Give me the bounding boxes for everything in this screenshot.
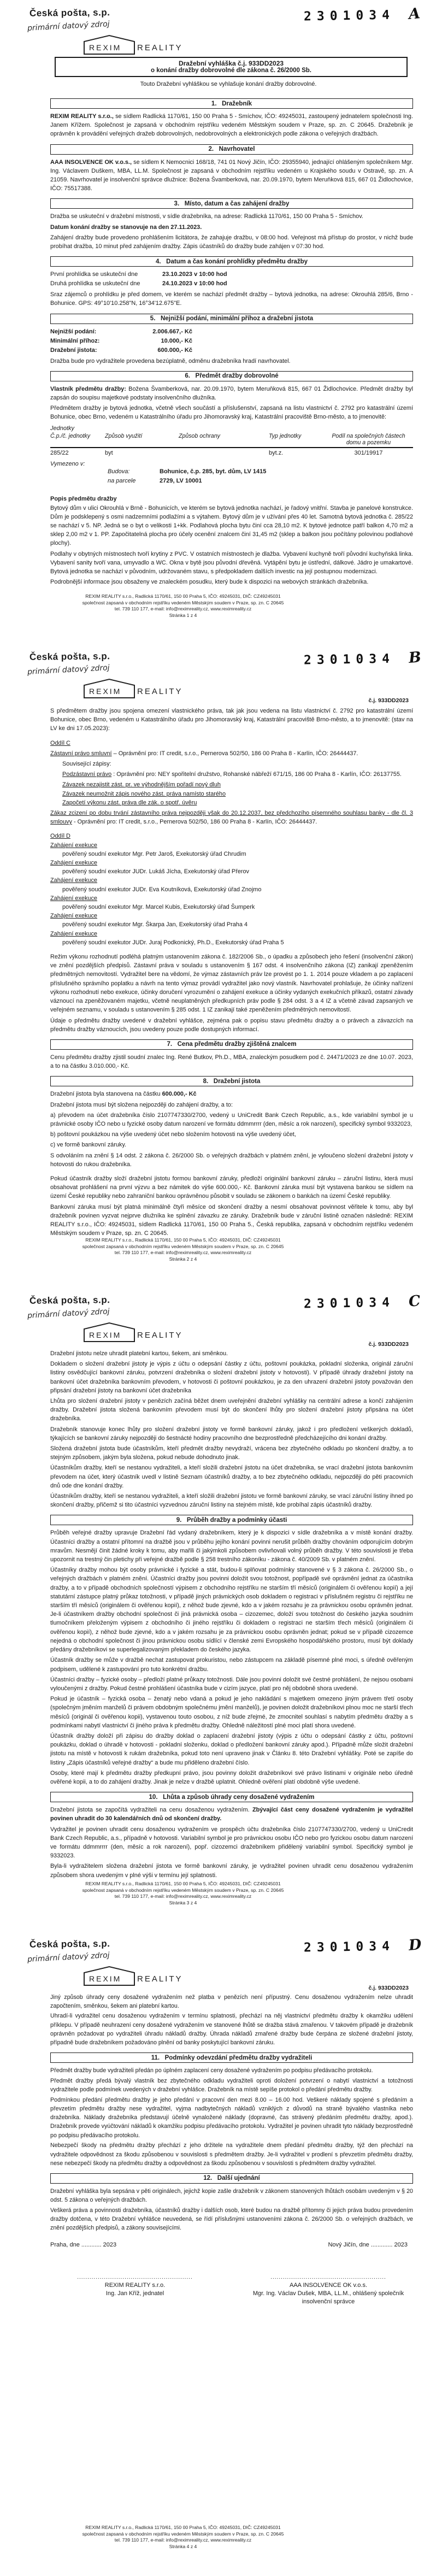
payment-deadline: Zbývající část ceny dosažené vydražením je vydražitel povinen uhradit do 30 kalendářních dnů od skončení dražby. [50,1807,413,1822]
label: Budova: [108,468,130,475]
svg-text:REXIM: REXIM [89,687,122,696]
signature-line: ........................................................ [270,2274,386,2280]
paragraph: Předmět dražby bude vydražiteli předán po úplném zaplacení ceny dosažené vydražením po podpisu předávacího protokolu. [50,2067,373,2074]
paragraph [50,809,413,826]
paragraph: Pokud je účastník – fyzická osoba – ženatý nebo vdaná a pokud je jeho nakládání s majetkem omezeno jiným právem třetí osoby (společným jměním manželů či právem obdobným společnému jmění manželů), je povinen doložit dražebníkovi plnou moc ne starší třech měsíců (originál či ověřenou kopii), vystavenou touto osobou, z níž bude zřejmé, že zmocnitel souhlasí s nabytím předmětu dražby a s podmínkami nabytí vlastnictví či jiného práva k předmětu dražby. Ohledně náležitostí plné moci platí shora uvedené. [50,1696,413,1729]
lv-section-d-heading: Oddíl D [50,833,70,840]
footer-line: REXIM REALITY s.r.o., Radlická 1170/61, 150 00 Praha 5, IČO: 49245031, DIČ: CZ49245031 [85,2525,281,2530]
label: Dražební jistota: [50,346,97,354]
paragraph: a) převodem na účet dražebníka číslo 2107747330/2700, vedený u UniCredit Bank Czech Republic, a.s., kde variabilní symbol je u právnické osoby IČO nebo u fyzické osoby datum narození ve formátu ddmmrrrr (den, měsíc a rok narození), specifický symbol 9332023, [50,1111,413,1127]
paragraph [62,770,413,779]
paragraph: Účastník dražby se může v dražbě nechat zastupovat prokuristou, nebo zástupcem na základě písemné plné moci, s úředně ověřeným podpisem, udělené k zastupování pro tuto konkrétní dražbu. [50,1657,413,1673]
stamp-number: 2301034 [303,1295,396,1311]
parcel-row [50,477,413,486]
company-name: Česká pošta, s.p. [29,7,110,19]
page-number: Stránka 2 z 4 [169,1256,197,1262]
svg-text:REXIM: REXIM [89,1974,122,1983]
company-name: Česká pošta, s.p. [29,1295,110,1306]
building-row [50,467,413,477]
obligation-line: Závazek neumožnit zápis nového zást. práva namísto starého [62,790,226,797]
document-title: Dražební vyhláška č.j. 933DD2023 [178,60,284,67]
paragraph-text: Božena Švamberková, nar. 20.09.1970, bytem Meruňková 815, 667 01 Židlochovice. Předmět dražby byl zapsán do soupisu majetkové podstaty insolvenčního dlužníka. [50,385,413,402]
footer-line: společnost zapsaná v obchodním rejstříku vedeném Městským soudem v Praze, sp. zn. C 20645 [82,1243,284,1249]
paragraph [50,158,413,193]
document-page-1 [0,0,448,644]
paragraph: Režim výkonu rozhodnutí podléhá platným ustanovením zákona č. 182/2006 Sb., o úpadku a způsobech jeho řešení (insolvenční zákon) ve znění pozdějších předpisů. Zástavní práva v souladu s ustanovením § 167 odst. 4 insolvenčního zákona (IZ) zanikají zpeněžením předmětných nemovitostí. Vydražitel bere na vědomí, že výmaz zástavních práv lze provést po 1. 1. 2014 pouze vkladem a po zaplacení příslušného správního poplatku a návrh na tento výmaz provádí vydražitel jako nový vlastník. Navrhovatel prohlašuje, že účinky nařízení výkonu rozhodnutí nebo exekuce, účinky doručení vyrozumění o zahájení exekuce a účinky vydaných exekučních příkazů, ostatní závady váznoucí na zpeněžovaném majetku, včetně neuplatněných předkupních práv podle § 284 odst. 3 a 4 IZ a včetně závad zapsaných ve veřejném seznamu, v souladu s ustanovením § 285 odst. 1 IZ zanikají také zpeněžením předmětných nemovitostí. [50,954,413,1014]
cell: byt [105,449,113,456]
date-place-left: Praha, dne ............ 2023 [50,2242,117,2248]
page-body [50,93,413,591]
paragraph: Účastníky dražby mohou být osoby právnické i fyzické a stát, budou-li splňovat podmínky stanovené v § 3 zákona č. 26/2000 Sb., o veřejných dražbách v platném znění. Účastníci dražby jsou povinni doložit svou totožnost, popřípadě své oprávnění jednat za účastníka dražby, a to v případě obchodních společností výpisem z obchodního rejstříku ne starším tří měsíců (originálem či ověřenou kopií) a její statutární zástupce platný průkaz totožnosti, v případě jiných právnických osob dokladem o registraci v příslušném registru či rejstříku ne starším tří měsíců (originálem či ověřenou kopií), z něhož bude zjevné, kdo a v jakém rozsahu je za právnickou osobu oprávněn jednat. Je-li účastníkem dražby obchodní společnost či jiná právnická osoba – cizozemec, doloží svou totožnost do českého jazyka soudním tlumočníkem přeloženým výpisem z obchodního či jiného rejstříku či dokladem o registraci ne starším třech měsíců (originálem či ověřenou kopií), z něhož bude zjevné, kdo a v jakém rozsahu je za právnickou osobu oprávněn jednat; pokud se v případě cizozemce nejedná o obchodní společnost či jinou právnickou osobu sídlící v členské zemi Evropského hospodářského prostoru, musí být doklady předány dražebníkovi se superlegalizovaným překladem do českého jazyka. [50,1567,413,1654]
price-row [50,327,413,337]
signature-dates [50,2242,413,2248]
executor-line: pověřený soudní exekutor Mgr. Marcel Kubis, Exekutorský úřad Šumperk [62,904,255,911]
signature-right [244,2273,413,2306]
paragraph-text: – Oprávnění pro: IT credit, s.r.o., Pernerova 502/50, 186 00 Praha 8 - Karlín, IČO: 26444437. [111,750,358,757]
column-header: Způsob využití [105,432,143,439]
signature-block [50,2273,413,2306]
execution-label: Zahájení exekuce [50,895,97,902]
units-table-header [50,433,413,448]
paragraph: Dražební jistotu nelze uhradit platební kartou, šekem, ani směnkou. [50,1350,228,1357]
paragraph [50,385,413,402]
company-name: Česká pošta, s.p. [29,1938,110,1950]
paragraph: S odvoláním na znění § 14 odst. 2 zákona č. 26/2000 Sb. o veřejných dražbách v platném znění, je vyloučeno složení dražební jistoty v hotovosti do rukou dražebníka. [50,1152,413,1168]
date-place-right: Nový Jičín, dne ............. 2023 [328,2242,408,2248]
footer-line: společnost zapsaná v obchodním rejstříku vedeném Městským soudem v Praze, sp. zn. C 20645 [82,1887,284,1893]
handwritten-annotation: primární datový zdroj [27,663,110,677]
paragraph: Bytový dům v ulici Okrouhlá v Brně - Bohunicích, ve kterém se bytová jednotka nachází, je řadový vnitřní. Stavba je panelové konstrukce. Dům je podsklepený s osmi nadzemními podlažími a s výtahem. Bytový dům je v užívání přes 40 let. Samotná bytová jednotka č. 285/22 se nachází v 5. NP. Jedná se o byt o velikosti 1+kk. Podlahová plocha bytu činí cca 28,10 m2. K bytové jednotce patří balkon 4,70 m2 a sklep 2,00 m2 v 1. PP. Započitatelná plocha pro účely ocenění znalcem činí 31,45 m2 (sklep a balkon jsou počítány polovinou podlahové plochy). [50,504,413,547]
paragraph: Podmínkou předání předmětu dražby je jeho předání v pracovní den mezi 8.00 – 16.00 hod. Veškeré náklady spojené s předáním a převzetím předmětu dražby nese vydražitel, vyjma nadbytečných nákladů vzniklých z důvodů na straně bývalého vlastníka nebo dražebníka. Náklady dražebníka představují účelně vynaložené náklady (dopravné, čas strávený předáním předmětu dražby, apod.). Dražebník provede vyúčtování nákladů k okamžiku podpisu předávacího protokolu. Vydražitel je povinen uhradit tyto náklady bezprostředně po podpisu předávacího protokolu. [50,2096,413,2139]
executor-line: pověřený soudní exekutor Mgr. Škarpa Jan, Exekutorský úřad Praha 4 [62,921,248,928]
execution-label: Zahájení exekuce [50,860,97,867]
footer-line: tel. 739 110 177, e-mail: info@reximreality.cz, www.reximreality.cz [114,2537,252,2543]
paragraph: Dražební jistota musí být složena nejpozději do zahájení dražby, a to: [50,1101,233,1108]
footer-line: společnost zapsaná v obchodním rejstříku vedeném Městským soudem v Praze, sp. zn. C 20645 [82,599,284,605]
logo-reality-text: REALITY [137,43,183,52]
svg-text:REXIM: REXIM [89,43,122,52]
paragraph: Dražebník stanovuje konec lhůty pro složení dražební jistoty ve formě bankovní záruky, jakož i pro předložení veškerých dokladů, týkajících se bankovní záruky nejpozději do šestnácté hodiny pracovního dne bezprostředně předcházejícího dni konání dražby. [50,1426,413,1442]
label: Nejnižší podání: [50,328,97,335]
label: Vlastník předmětu dražby: [50,385,126,392]
handwritten-annotation: primární datový zdroj [27,20,110,33]
paragraph-text: Dražební jistota se započítá vydražiteli na cenu dosaženou vydražením. [50,1807,252,1814]
paragraph: Podlahy v obytných místnostech tvoří krytiny z PVC. V ostatních místnostech je dlažba. Vybavení kuchyně tvoří původní kuchyňská linka. Vybavení sanity tvoří vana, umyvadlo a WC. Okna v bytě jsou původní dřevěná. Vytápění bytu je ústřední, dálkové. Jádro je umakartové. Bytová jednotka se nachází v původním, udržovaném stavu, s předpokladem dalších investic na její postupnou modernizaci. [50,550,413,575]
reximreality-logo [82,34,183,56]
value: 2.006.667,- Kč [152,328,192,335]
party-name: AAA INSOLVENCE OK v.o.s., [50,158,132,166]
column-header: Typ jednotky [269,432,302,439]
signature-line: ........................................................ [77,2274,193,2280]
house-outline-icon [82,34,137,56]
vymezeno-label: Vymezeno v: [50,460,85,467]
viewing-row-1 [50,270,413,279]
executor-line: pověřený soudní exekutor JUDr. Lukáš Jícha, Exekutorský úřad Přerov [62,868,250,875]
label: První prohlídka se uskuteční dne [50,271,138,278]
page-footer [30,2525,336,2550]
section-heading-6: 6. Předmět dražby dobrovolné [50,371,413,381]
paragraph: Složená dražební jistota bude účastníkům, kteří předmět dražby nevydraží, vrácena bez zbytečného odkladu po skončení dražby, a to stejným způsobem, jakým byla složena, pokud nebude dohodnuto jinak. [50,1445,413,1461]
signature-left [50,2273,220,2306]
company-name: Česká pošta, s.p. [29,651,110,662]
paragraph: Cenu předmětu dražby zjistil soudní znalec Ing. René Butkov, Ph.D., MBA, znaleckým posudkem pod č. 24471/2023 ze dne 10.07. 2023, a to na částku 3.010.000,- Kč. [50,1054,413,1070]
signatory-name-role: Mgr. Ing. Václav Dušek, MBA, LL.M., ohlášený společník [252,2290,404,2297]
case-number: č.j. 933DD2023 [368,1341,409,1348]
page-body [50,1991,413,2244]
prohibition-title: Zákaz zcizení po dobu trvání zástavního práva nejpozději však do 20.12.2037, bez předchozího písemného souhlasu banky - dle čl. 3 smlouvy [50,810,413,826]
handwritten-annotation: primární datový zdroj [27,1951,110,1964]
cell [179,450,269,456]
cell: 285/22 [50,449,69,456]
section-heading-5: 5. Nejnižší podání, minimální příhoz a dražební jistota [50,314,413,324]
stamp-number: 2301034 [303,8,396,24]
paragraph [50,749,413,758]
column-header: Způsob ochrany [179,432,220,439]
stamp-letter: D [408,1936,422,1954]
price-row [50,346,413,355]
stamp-number: 2301034 [303,1939,396,1955]
paragraph: Jiný způsob úhrady ceny dosažené vydražením než platba v penězích není přípustný. Cenu dosaženou vydražením nelze uhradit započtením, směnkou, šekem ani platební kartou. [50,1993,413,2009]
table-row [50,448,413,456]
footer-line: tel. 739 110 177, e-mail: info@reximreality.cz, www.reximreality.cz [114,1250,252,1255]
paragraph: Předmětem dražby je bytová jednotka, včetně všech součástí a příslušenství, zapsaná na listu vlastnictví č. 2792 pro katastrální území Bohunice, obec Brno, vedeném u Katastrálního úřadu pro Jihomoravský kraj, Katastrální pracoviště Brno-město, a to jmenovitě: [50,405,413,421]
page-footer [30,1881,336,1906]
footer-line: REXIM REALITY s.r.o., Radlická 1170/61, 150 00 Praha 5, IČO: 49245031, DIČ: CZ49245031 [85,1237,281,1243]
svg-text:REXIM: REXIM [89,1331,122,1339]
footer-line: tel. 739 110 177, e-mail: info@reximreality.cz, www.reximreality.cz [114,1893,252,1899]
description-heading: Popis předmětu dražby [50,495,117,502]
paragraph-text: se sídlem K Nemocnici 168/18, 741 01 Nový Jičín, IČO: 29355940, jednající ohlášeným společníkem Mgr. Ing. Václavem Duškem, MBA, LL.M. Společnost je zapsaná v obchodním rejstříku vedeném u Krajského soudu v Ostravě, sp. zn. A 21059. Navrhovatel je insolvenční správce dlužnice: Božena Švamberková, nar. 20.09.1970, bytem Meruňková 815, 667 01 Židlochovice, IČO: 75517388. [50,158,413,192]
reximreality-logo [82,678,183,699]
paragraph: Zahájení dražby bude provedeno prohlášením licitátora, že zahajuje dražbu, v 08:00 hod. Veřejnost má přístup do prostor, v nichž bude probíhat dražba, 10 minut před zahájením dražby. Zápis účastníků do dražby bude zahájen v 07:30 hod. [50,234,413,250]
signatory-name-role: Ing. Jan Kříž, jednatel [105,2290,164,2297]
deposit-amount: 600.000,- Kč [162,1091,197,1098]
footer-line: společnost zapsaná v obchodním rejstříku vedeném Městským soudem v Praze, sp. zn. C 20645 [82,2531,284,2537]
case-number: č.j. 933DD2023 [368,697,409,704]
paragraph: Účastníci dražby – fyzické osoby – předloží platné průkazy totožnosti. Dále jsou povinni doložit své čestné prohlášení, že nejsou osobami vyloučenými z dražby. Pokud čestné prohlášení účastníka bude v cizím jazyce, platí pro něj obdobně shora uvedené. [50,1676,413,1692]
document-title-box [55,57,408,77]
lien-title: Zástavní právo smluvní [50,750,112,757]
page-number: Stránka 3 z 4 [169,1899,197,1905]
paragraph: Podrobnější informace jsou obsaženy ve znaleckém posudku, který bude k dispozici na webových stránkách dražebníka. [50,579,369,586]
section-heading-9: 9. Průběh dražby a podmínky účasti [50,1515,413,1525]
document-page-4 [0,1931,448,2576]
execution-label: Zahájení exekuce [50,842,97,849]
paragraph: Sraz zájemců o prohlídku je před domem, ve kterém se nachází předmět dražby – bytová jednotka, na adrese: Okrouhlá 285/6, Brno - Bohunice. GPS: 49°10'10.258"N, 16°34'12.675"E. [50,291,413,307]
intro-line: Touto Dražební vyhláškou se vyhlašuje konání dražby dobrovolné. [140,81,317,87]
section-heading-4: 4. Datum a čas konání prohlídky předmětu dražby [50,256,413,267]
units-table-title: Jednotky [50,425,75,432]
obligation-line: Započetí výkonu zást. práva dle zák. o spotř. úvěru [62,799,197,806]
column-header: Podíl na společných částech domu a pozemku [332,432,405,446]
sublien-title: Podzástavní právo [62,771,112,778]
footer-line: tel. 739 110 177, e-mail: info@reximreality.cz, www.reximreality.cz [114,606,252,611]
paragraph: Dokladem o složení dražební jistoty je výpis z účtu o odepsání částky z účtu, poštovní poukázka, pokladní složenka, originál záruční listiny osvědčující bankovní záruku, potvrzení dražebníka o složení dražební jistoty v hotovosti). V případě úhrady dražební jistoty na bankovní účet dražebníka bankovním převodem, v hotovosti či poštovní poukázkou, je za den uhrazení dražební jistoty považován den připsání dražební jistoty na bankovní účet dražebníka [50,1361,413,1394]
paragraph: Vydražitel je povinen uhradit cenu dosaženou vydražením ve prospěch účtu dražebníka číslo 2107747330/2700, vedený u UniCredit Bank Czech Republic, a.s., případně v hotovosti. Variabilní symbol je pro právnickou osobu IČO nebo pro fyzickou osobu datum narození ve formátu ddmmrrrr (den, měsíc a rok narození), popř. cizozemci dražebníkem přidělený variabilní symbol. Specifický symbol je 9332023. [50,1826,413,1860]
document-subtitle: o konání dražby dobrovolné dle zákona č. 26/2000 Sb. [151,67,311,74]
section-heading-7: 7. Cena předmětu dražby zjištěná znalcem [50,1039,413,1050]
footer-line: REXIM REALITY s.r.o., Radlická 1170/61, 150 00 Praha 5, IČO: 49245031, DIČ: CZ49245031 [85,1881,281,1886]
page-body [50,1348,413,1881]
paragraph: b) poštovní poukázkou na výše uvedený účet nebo složením hotovosti na výše uvedený účet, [50,1131,296,1138]
logo-reality-text: REALITY [137,687,183,696]
section-heading-3: 3. Místo, datum a čas zahájení dražby [50,198,413,209]
paragraph: Lhůta pro složení dražební jistoty v penězích začíná běžet dnem uveřejnění dražební vyhlášky na centrální adrese a končí zahájením dražby. Dražební jistota složená bankovním převodem musí být do skončení lhůty pro složení dražební jistoty připsána na účet dražebníka. [50,1398,413,1422]
value: Bohunice, č.p. 285, byt. dům, LV 1415 [160,468,267,475]
executor-line: pověřený soudní exekutor JUDr. Eva Koutníková, Exekutorský úřad Znojmo [62,886,262,893]
related-entries-label: Související zápisy: [62,761,111,768]
section-heading-1: 1. Dražebník [50,98,413,109]
reximreality-logo [82,1321,183,1343]
footer-line: REXIM REALITY s.r.o., Radlická 1170/61, 150 00 Praha 5, IČO: 49245031, DIČ: CZ49245031 [85,593,281,599]
paragraph: Osoby, které mají k předmětu dražby předkupní právo, jsou povinny doložit dražebníkovi své právo listinami v originále nebo úředně ověřené kopii, a to do zahájení dražby. Jinak je nelze v dražbě uplatnit. Ohledně ověření platí obdobně výše uvedené. [50,1769,413,1785]
value: 600.000,- Kč [157,346,192,354]
house-outline-icon [82,1965,137,1987]
stamp-letter: C [408,1292,421,1310]
paragraph: Účastníkům dražby, kteří se nestanou vydražiteli, a kteří složili dražební jistotu ve formě bankovní záruky, se vrací záruční listiny ihned po skončení dražby, přičemž si tito účastníci vyzvednou záruční listiny na stejném místě, kde probíhal zápis účastníků dražby. [50,1493,413,1509]
viewing-row-2 [50,279,413,289]
executor-line: pověřený soudní exekutor Mgr. Petr Jaroš, Exekutorský úřad Chrudim [62,850,246,857]
house-outline-icon [82,1321,137,1343]
paragraph-text: Dražební jistota byla stanovena na částku [50,1091,162,1098]
paragraph [50,112,413,139]
value: 2729, LV 10001 [160,477,202,484]
obligation-line: Závazek nezajistit zást. pr. ve výhodnějším pořadí nový dluh [62,781,221,789]
signatory-company: AAA INSOLVENCE OK v.o.s. [289,2282,368,2289]
document-page-3 [0,1287,448,1931]
paragraph: S předmětem dražby jsou spojena omezení vlastnického práva, tak jak jsou vedena na listu vlastnictví č. 2792 pro katastrální území Bohunice, obec Brno, vedeném u Katastrálního úřadu pro Jihomoravský kraj, Katastrální pracoviště Brno-město, a to jmenovitě: (stav na LV ke dni 17.05.2023): [50,708,413,732]
page-footer [30,1237,336,1262]
lv-section-c-heading: Oddíl C [50,739,70,746]
execution-label: Zahájení exekuce [50,877,97,884]
logo-reality-text: REALITY [137,1331,183,1340]
paragraph-text: se sídlem Radlická 1170/61, 150 00 Praha 5 - Smíchov, IČO: 49245031, zastoupený jednatelem společnosti Ing. Janem Křížem. Společnost je zapsaná v obchodním rejstříku vedeném Městským soudem v Praze, sp. zn. C 20645. Dražebník je oprávněn k provádění veřejných dražeb dobrovolných, nedobrovolných a elektronických podle zákona o veřejných dražbách. [50,113,413,138]
stamp-letter: B [408,649,422,667]
stamp-letter: A [408,5,421,23]
paragraph [50,1090,413,1098]
paragraph: Předmět dražby předá bývalý vlastník bez zbytečného odkladu vydražiteli oproti doložení potvrzení o nabytí vlastnictví a totožnosti vydražitele podle podmínek uvedených v dražební vyhlášce. Dražebník na místě sepíše protokol o předání předmětu dražby. [50,2077,413,2093]
reximreality-logo [82,1965,183,1987]
auction-date-line: Datum konání dražby se stanovuje na den 27.11.2023. [50,224,202,231]
value: 23.10.2023 v 10:00 hod [162,271,227,278]
paragraph: c) ve formě bankovní záruky. [50,1142,127,1149]
section-heading-10: 10. Lhůta a způsob úhrady ceny dosažené vydražením [50,1792,413,1802]
logo-reality-text: REALITY [137,1974,183,1984]
page-body [50,705,413,1236]
label: Minimální příhoz: [50,337,100,344]
label: na parcele [108,477,136,484]
paragraph: Údaje o předmětu dražby uvedené v dražební vyhlášce, zejména pak o popisu stavu předmětu dražby a o právech a závazcích na předmětu dražby váznoucích, jsou uvedeny pouze podle dostupných informací. [50,1017,413,1033]
value: 10.000,- Kč [161,337,192,344]
case-number: č.j. 933DD2023 [368,1985,409,1991]
house-outline-icon [82,678,137,699]
paragraph [50,1805,413,1823]
paragraph: Nebezpečí škody na předmětu dražby přechází z jeho držitele na vydražitele dnem předání předmětu dražby, týž den přechází na vydražitele odpovědnost za škodu způsobenou v souvislosti s předmětem dražby. Je-li vydražitel v prodlení s převzetím předmětu dražby, nese nebezpečí škody na předmětu dražby a odpovědnost za škodu způsobenou v souvislosti s předmětem dražby vydražitel. [50,2142,413,2167]
paragraph: Uhradí-li vydražitel cenu dosaženou vydražením v termínu splatnosti, přechází na něj vlastnictví předmětu dražby k okamžiku udělení příklepu. V případě neuhrazení ceny dosažené vydražením ve stanovené lhůtě se dražba stává zmařenou. V takovém případě je dražebník oprávněn požadovat po vydražiteli úhradu nákladů dražby. Úhrada nákladů zmařené dražby bude čerpána ze složené dražební jistoty, případně bude dražebníkem požadováno plnění od banky poskytující bankovní záruku. [50,2013,413,2046]
value: 24.10.2023 v 10:00 hod [162,280,227,287]
paragraph: Účastník dražby doloží při zápisu do dražby doklad o zaplacení dražební jistoty (výpis z účtu o odepsání částky z účtu, poštovní poukázku, doklad o úhradě v hotovosti - pokladní složenku, doklad o předložení bankovní záruky apod.). Případně může složit dražební jistotu na místě v hotovosti k rukám dražebníka, pokud toto není upraveno jinak v Článku 8. této Dražební vyhlášky. Poté se zapíše do listiny „Zápis účastníků veřejné dražby“ a bude mu přiděleno dražební číslo. [50,1732,413,1766]
signatory-role: insolvenční správce [302,2298,355,2305]
stamp-number: 2301034 [303,651,396,668]
price-row [50,337,413,346]
page-number: Stránka 1 z 4 [169,612,197,618]
cell: byt.z. [269,449,284,456]
signatory-company: REXIM REALITY s.r.o. [104,2282,166,2289]
paragraph: Byla-li vydražitelem složena dražební jistota ve formě bankovní záruky, je vydražitel povinen uhradit cenu dosaženou vydražením způsobem shora uvedeným v plné výši v termínu její splatnosti. [50,1863,413,1879]
label: Druhá prohlídka se uskuteční dne [50,280,140,287]
execution-label: Zahájení exekuce [50,930,97,937]
column-header: Č.p./č. jednotky [50,432,91,439]
paragraph: Dražba bude pro vydražitele provedena bezúplatně, odměnu dražebníka hradí navrhovatel. [50,357,291,364]
paragraph: Průběh veřejné dražby upravuje Dražební řád vydaný dražebníkem, který je k dispozici v sídle dražebníka a v místě konání dražby. Účastníci dražby a ostatní přítomní na dražbě jsou v průběhu jejího konání povinni nerušit průběh dražby chováním odporujícím dobrým mravům. Nesmějí činit žádné kroky k tomu, aby mařili či jakýmkoli způsobem ovlivňovali volný průběh dražby. V této souvislosti je třeba upozornit na trestný čin pletichy při veřejné dražbě podle § 258 trestního zákoníku - zákona č. 40/2009 Sb. v platném znění. [50,1530,413,1563]
party-name: REXIM REALITY s.r.o., [50,113,114,120]
section-heading-12: 12. Další ujednání [50,2173,413,2184]
section-heading-2: 2. Navrhovatel [50,144,413,155]
execution-label: Zahájení exekuce [50,913,97,920]
section-heading-8: 8. Dražební jistota [50,1076,413,1086]
section-heading-11: 11. Podmínky odevzdání předmětu dražby vydražiteli [50,2052,413,2063]
paragraph-text: : Oprávnění pro: NEY spořitelní družstvo, Rohanské nábřeží 671/15, 186 00 Praha 8 - Karlín, IČO: 26137755. [111,771,402,778]
paragraph: Pokud účastník dražby složí dražební jistotu formou bankovní záruky, předloží originální bankovní záruku – záruční listinu, která musí obsahovat prohlášení na první výzvu a bez námitek do výše 600.000,- Kč. Bankovní záruka musí být vystavena bankou se sídlem na území České republiky nebo zahraniční bankou oprávněnou působit v souladu se zákonem o bankách na území České republiky. [50,1175,413,1200]
paragraph-text: - Oprávnění pro: IT credit, s.r.o., Pernerova 502/50, 186 00 Praha 8 - Karlín, IČO: 26444437. [72,819,317,826]
executor-line: pověřený soudní exekutor JUDr. Juraj Podkonický, Ph.D., Exekutorský úřad Praha 5 [62,939,284,946]
paragraph: Bankovní záruka musí být platná minimálně čtyři měsíce od skončení dražby a nesmí obsahovat povinnost věřitele k tomu, aby byl dražebník povinen vyzvat nejprve dlužníka ke splnění závazku ze záruky. Dražebník bude v záruční listině označen následně: REXIM REALITY s.r.o., IČO: 49245031, sídlem Radlická 1170/61, 150 00 Praha 5., Česká republika, zapsaná v obchodním rejstříku vedeném Městským soudem v Praze, sp. zn. C 20645. [50,1203,413,1236]
paragraph: Dražební vyhláška byla sepsána v pěti originálech, jejichž kopie zašle dražebník v zákonem stanovených lhůtách osobám uvedeným v § 20 odst. 5 zákona o veřejných dražbách. [50,2187,413,2204]
paragraph: Dražba se uskuteční v dražební místnosti, v sídle dražebníka, na adrese: Radlická 1170/61, 150 00 Praha 5 - Smíchov. [50,213,363,220]
paragraph: Veškerá práva a povinnosti dražebníka, účastníků dražby i dalších osob, které budou na dražbě přítomny či jejich práva budou provedením dražby dotčena, v této Dražební vyhlášce neuvedená, se řídí příslušnými ustanoveními zákona č. 26/2000 Sb. o veřejných dražbách, ve znění pozdějších předpisů, a zákony souvisejícími. [50,2207,413,2232]
paragraph: Účastníkům dražby, kteří se nestanou vydražiteli, a kteří složili dražební jistotu na účet dražebníka, se vrací dražební jistota bankovním převodem na účet, který účastník uvedl v listině Seznam účastníků dražby, a to bez zbytečného odkladu, nejpozději do pěti pracovních dnů ode dne konání dražby. [50,1465,413,1489]
document-page-2 [0,644,448,1287]
page-number: Stránka 4 z 4 [169,2543,197,2549]
handwritten-annotation: primární datový zdroj [27,1307,110,1320]
page-footer [30,593,336,619]
cell: 301/19917 [354,449,383,456]
